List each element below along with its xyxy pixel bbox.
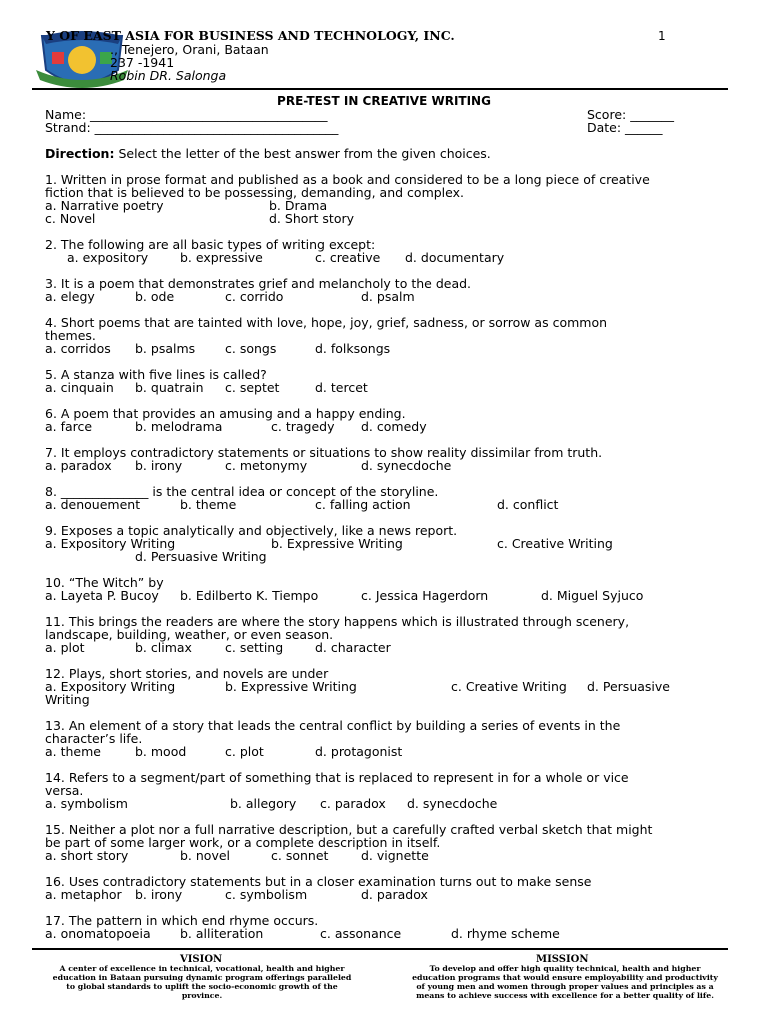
choice: a. corridos [45,341,111,356]
question-2: 2. The following are all basic types of writing except: [45,237,376,252]
choice: d. tercet [315,380,368,395]
choice: a. elegy [45,289,95,304]
question-6-choices [45,420,735,433]
choice: d. conflict [497,497,559,512]
question-7-choices [45,459,735,472]
choice: c. creative [315,250,381,265]
choice: b. Edilberto K. Tiempo [180,588,319,603]
choice: d. synecdoche [407,796,498,811]
choice: b. quatrain [135,380,204,395]
choice: b. alliteration [180,926,264,941]
direction-text: Select the letter of the best answer from the given choices. [114,146,491,161]
choice: d. Persuasive Writing [135,549,267,564]
choice: b. Expressive Writing [225,679,357,694]
question-15-choices [45,849,735,862]
school-phone: 237 -1941 [110,55,175,70]
choice: a. short story [45,848,129,863]
vision-title: VISION [180,954,223,965]
school-person: Robin DR. Salonga [110,68,227,83]
choice: b. allegory [230,796,297,811]
question-3: 3. It is a poem that demonstrates grief and melancholy to the dead. [45,276,472,291]
question-2-choices [45,251,735,264]
question-5: 5. A stanza with five lines is called? [45,367,267,382]
question-8-choices [45,498,735,511]
question-4: 4. Short poems that are tainted with love, hope, joy, grief, sadness, or sorrow as common [45,315,608,330]
choice: d. documentary [405,250,505,265]
question-9: 9. Exposes a topic analytically and objectively, like a news report. [45,523,458,538]
mission-title: MISSION [536,954,589,965]
choice: a. Narrative poetry [45,198,164,213]
school-name: Y OF EAST ASIA FOR BUSINESS AND TECHNOLOGY, INC. [46,28,455,43]
choice: d. Persuasive [587,679,670,694]
choice: a. theme [45,744,101,759]
strand-field[interactable]: Strand: _______________________________________ [45,120,339,135]
question-3-choices [45,290,735,303]
choice: c. Novel [45,211,96,226]
question-4-choices [45,342,735,355]
choice: c. plot [225,744,264,759]
choice: b. Expressive Writing [271,536,403,551]
question-8: 8. ______________ is the central idea or concept of the storyline. [45,484,439,499]
date-field[interactable]: Date: ______ [587,120,663,135]
question-10: 10. “The Witch” by [45,575,164,590]
choice: d. Short story [269,211,354,226]
choice: b. irony [135,887,183,902]
vision-text: A center of excellence in technical, vocational, health and higher education in Bataan pursuing dynamic program offerings paralleled to global standards to uplift the socio-economic growth of the province. [52,964,352,1000]
choice: b. mood [135,744,187,759]
choice: d. folksongs [315,341,391,356]
test-content: Name: ______________________________________ Score: _______ Strand: _______________________________________ Date: ______ Direction: Select the letter of the best answer from the given choices. 1. Written in prose format and published as a book and considered to be a long piece of creative fiction that is believed to be possessing, demanding, and complex. a. Narrative poetry b. Drama c. Novel d. Short story 2. The following are all basic types of writing except: a. expository b. expressive c. creative d. documentary 3. It is a poem that demonstrates grief and melancholy to the dead. a. elegy b. ode c. corrido d. psalm 4. Short poems that are tainted with love, hope, joy, grief, sadness, or sorrow as common themes. a. corridos b. psalms c. songs d. folksongs 5. A stanza with five lines is called? a. cinquain b. quatrain c. septet d. tercet 6. A poem that provides an amusing and a happy ending. a. farce b. melodrama c. tragedy d. comedy 7. It employs contradictory statements or situations to show reality dissimilar from truth. a. paradox b. irony c. metonymy d. synecdoche 8. ______________ is the central idea or concept of the storyline. a. denouement b. theme c. falling action d. conflict 9. Exposes a topic analytically and objectively, like a news report. a. Expository Writing b. Expressive Writing c. Creative Writing d. Persuasive Writing 10. “The Witch” by a. Layeta P. Bucoy b. Edilberto K. Tiempo c. Jessica Hagerdorn d. Miguel Syjuco 11. This brings the readers are where the story happens which is illustrated through scenery, landscape, building, weather, or even season. a. plot b. climax c. setting d. character 12. Plays, short stories, and novels are under a. Expository Writing b. Expressive Writing c. Creative Writing d. Persuasive Writing 13. An element of a story that leads the central conflict by building a series of events in the character’s life. a. theme b. mood c. plot d. protagonist 14. Refers to a segment/part of something that is replaced to represent in for a whole or vice versa. a. symbolism b. allegory c. paradox d. synecdoche 15. Neither a plot nor a full narrative description, but a carefully crafted verbal sketch that might be part of some larger work, or a complete description in itself. a. short story b. novel c. sonnet d. vignette 16. Uses contradictory statements but in a closer examination turns out to make sense a. metaphor b. irony c. symbolism d. paradox 17. The pattern in which end rhyme occurs. a. onomatopoeia b. alliteration c. assonance d. rhyme scheme [45,108,735,940]
name-field[interactable]: Name: ______________________________________ [45,107,328,122]
footer-divider [32,948,728,950]
choice: d. psalm [361,289,415,304]
choice: a. plot [45,640,85,655]
choice: b. novel [180,848,231,863]
choice: c. tragedy [271,419,335,434]
choice: d. protagonist [315,744,403,759]
choice: c. songs [225,341,277,356]
choice: a. denouement [45,497,141,512]
question-1-choices [45,199,735,212]
choice: a. cinquain [45,380,114,395]
question-7: 7. It employs contradictory statements or situations to show reality dissimilar from truth. [45,445,603,460]
page-number: 1 [658,29,666,43]
choice: c. setting [225,640,284,655]
choice: c. sonnet [271,848,329,863]
choice: c. septet [225,380,280,395]
choice: c. Jessica Hagerdorn [361,588,489,603]
question-16: 16. Uses contradictory statements but in a closer examination turns out to make sense [45,874,592,889]
strand-row [45,121,735,134]
header-divider [32,88,728,90]
question-14: 14. Refers to a segment/part of something that is replaced to represent in for a whole or vice [45,770,629,785]
question-17-choices [45,927,735,940]
question-13: 13. An element of a story that leads the central conflict by building a series of events in the [45,718,621,733]
question-11: 11. This brings the readers are where the story happens which is illustrated through scenery, [45,614,630,629]
question-1: 1. Written in prose format and published as a book and considered to be a long piece of creative [45,172,650,187]
choice: b. irony [135,458,183,473]
choice: a. metaphor [45,887,122,902]
choice: a. paradox [45,458,112,473]
choice: a. onomatopoeia [45,926,151,941]
direction [45,147,735,160]
choice: a. farce [45,419,93,434]
question-14-choices [45,797,735,810]
choice: c. Creative Writing [497,536,613,551]
choice: d. comedy [361,419,427,434]
school-address: ., Tenejero, Orani, Bataan [110,42,269,57]
choice: a. Expository Writing [45,536,176,551]
choice: b. climax [135,640,192,655]
choice: d. Miguel Syjuco [541,588,644,603]
question-11-choices [45,641,735,654]
choice: b. theme [180,497,237,512]
choice: d. character [315,640,391,655]
choice: c. assonance [320,926,402,941]
choice: c. symbolism [225,887,308,902]
question-10-choices [45,589,735,602]
choice: c. falling action [315,497,411,512]
choice: a. expository [67,250,149,265]
choice: d. paradox [361,887,428,902]
question-12-choices [45,680,735,693]
choice: c. paradox [320,796,386,811]
question-12: 12. Plays, short stories, and novels are under [45,666,329,681]
question-5-choices [45,381,735,394]
mission-text: To develop and offer high quality technical, health and higher education programs that would ensure employability and productivity of young men and women through proper values and principles as a means to achieve success with excellence for a better quality of life. [412,964,718,1000]
question-16-choices [45,888,735,901]
choice: d. vignette [361,848,429,863]
question-6: 6. A poem that provides an amusing and a happy ending. [45,406,406,421]
choice: c. Creative Writing [451,679,567,694]
question-13-choices [45,745,735,758]
choice: b. ode [135,289,175,304]
choice: c. corrido [225,289,284,304]
choice: a. symbolism [45,796,128,811]
test-title: PRE-TEST IN CREATIVE WRITING [277,94,491,108]
choice: b. expressive [180,250,263,265]
choice: a. Expository Writing [45,679,176,694]
choice: b. melodrama [135,419,223,434]
score-field[interactable]: Score: _______ [587,107,674,122]
question-17: 17. The pattern in which end rhyme occurs. [45,913,319,928]
choice: b. Drama [269,198,328,213]
choice: d. synecdoche [361,458,452,473]
choice: b. psalms [135,341,196,356]
direction-label: Direction: [45,146,115,161]
choice: c. metonymy [225,458,308,473]
question-15: 15. Neither a plot nor a full narrative description, but a carefully crafted verbal sketch that might [45,822,653,837]
choice: d. rhyme scheme [451,926,560,941]
choice: a. Layeta P. Bucoy [45,588,159,603]
